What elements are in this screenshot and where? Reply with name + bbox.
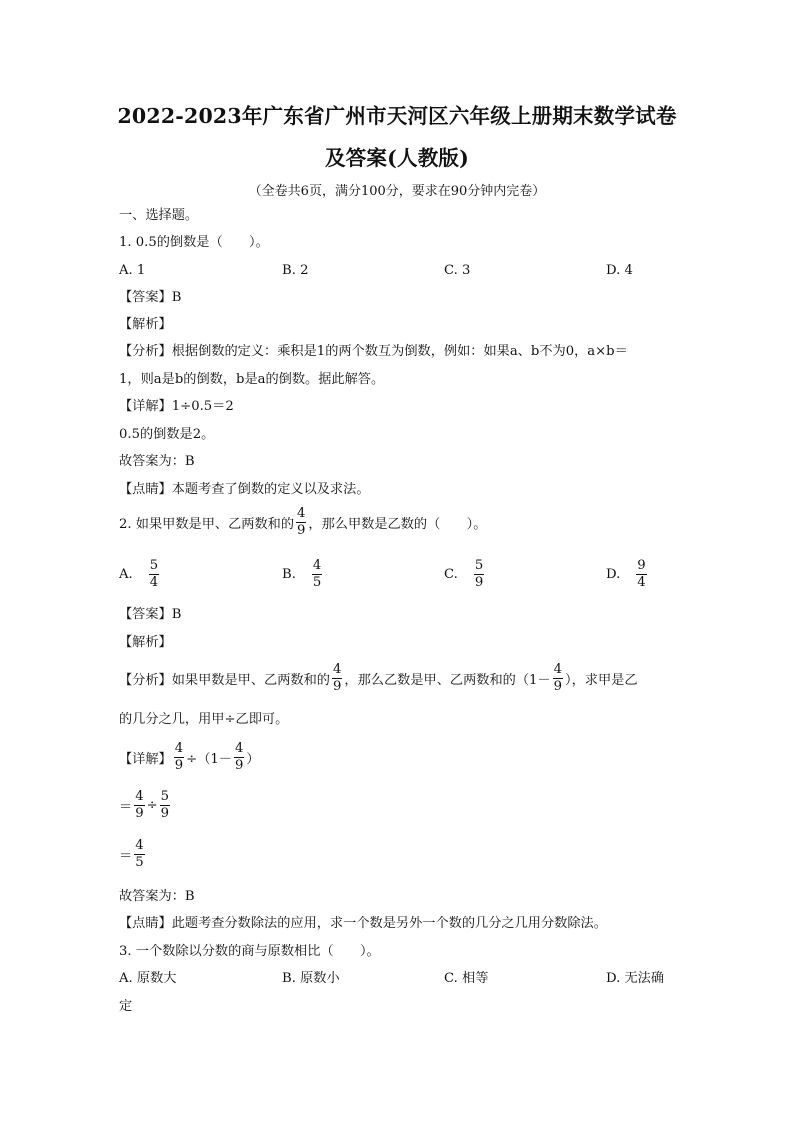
q2-detail-close: ） [246,752,260,767]
q2-analysis-text-c: ），求甲是乙 [564,673,638,688]
q1-analysis-line2: 1，则a是b的倒数，b是a的倒数。据此解答。 [119,372,385,387]
fraction-denominator: 9 [474,575,484,590]
fraction-numerator: 4 [553,662,562,677]
q1-analysis-heading: 【解析】 [119,317,172,332]
option-label: D. [606,567,621,582]
fraction-numerator: 4 [297,506,306,521]
q2-detail-line3 [119,838,147,871]
q2-comment: 【点睛】此题考查分数除法的应用，求一个数是另外一个数的几分之几用分数除法。 [119,916,607,931]
detail-fraction [160,789,170,822]
q2-analysis-line1 [119,662,638,695]
q2-detail-line2 [119,789,172,822]
divide-sign: ÷ [146,798,158,813]
detail-fraction [134,789,144,822]
fraction-denominator: 4 [637,575,646,590]
q3-option-d-wrap: 定 [119,999,133,1014]
fraction-numerator: 9 [637,558,646,573]
document-subtitle: （全卷共6页，满分100分，要求在90分钟内完卷） [248,184,546,199]
q1-option-c: C. 3 [444,263,471,278]
fraction-numerator: 4 [135,789,144,804]
document-title-line2: 及答案(人教版) [325,146,469,170]
fraction-numerator: 4 [312,558,322,573]
equals-sign: ＝ [119,849,133,864]
q2-analysis-text-b: ，那么乙数是甲、乙两数和的（1－ [344,673,551,688]
q3-option-d: D. 无法确 [606,971,665,986]
q2-final-answer: 故答案为：B [119,889,195,904]
option-label: C. [444,567,458,582]
fraction-numerator: 5 [474,558,484,573]
fraction-denominator: 9 [160,806,170,821]
q3-option-a: A. 原数大 [119,971,177,986]
fraction-denominator: 9 [174,758,184,773]
fraction-denominator: 9 [333,679,342,694]
q2-stem [119,506,486,539]
q1-comment: 【点睛】本题考查了倒数的定义以及求法。 [119,482,370,497]
option-fraction [312,558,322,591]
q1-detail-line2: 0.5的倒数是2。 [119,427,215,442]
fraction-numerator: 5 [149,558,159,573]
q1-detail: 【详解】1÷0.5＝2 [119,399,234,414]
analysis-fraction [553,662,563,695]
q3-option-c: C. 相等 [444,971,489,986]
document-title-line1: 2022-2023年广东省广州市天河区六年级上册期末数学试卷 [117,104,677,128]
fraction-numerator: 4 [174,741,184,756]
option-fraction [149,558,159,591]
q1-stem: 1. 0.5的倒数是（ ）。 [119,235,269,250]
option-label: B. [282,567,296,582]
q1-answer: 【答案】B [119,290,182,305]
q2-stem-text-b: ，那么甲数是乙数的（ ）。 [308,517,487,532]
q2-option-a [119,558,161,591]
q1-option-b: B. 2 [282,263,309,278]
fraction-denominator: 9 [553,679,562,694]
detail-fraction [174,741,184,774]
detail-fraction [234,741,244,774]
q2-answer: 【答案】B [119,607,182,622]
detail-fraction [134,838,144,871]
q1-analysis-line1: 【分析】根据倒数的定义：乘积是1的两个数互为倒数，例如：如果a、b不为0，a×b＝ [119,344,628,359]
fraction-denominator: 5 [312,575,322,590]
q2-detail-line1 [119,741,260,774]
fraction-numerator: 4 [234,741,244,756]
analysis-fraction [332,662,342,695]
q2-analysis-text-a: 【分析】如果甲数是甲、乙两数和的 [119,673,330,688]
q2-analysis-line2: 的几分之几，用甲÷乙即可。 [119,712,289,727]
q2-analysis-heading: 【解析】 [119,635,172,650]
q3-stem: 3. 一个数除以分数的商与原数相比（ ）。 [119,944,380,959]
fraction-denominator: 9 [234,758,244,773]
fraction-numerator: 4 [135,838,144,853]
fraction-denominator: 9 [135,806,144,821]
q1-final-answer: 故答案为：B [119,454,195,469]
q2-detail-heading: 【详解】 [119,752,172,767]
q3-option-b: B. 原数小 [282,971,340,986]
q2-stem-fraction [296,506,306,539]
q2-option-b [282,558,324,591]
q1-option-d: D. 4 [606,263,633,278]
fraction-numerator: 5 [160,789,170,804]
section-heading: 一、选择题。 [119,208,199,223]
fraction-denominator: 9 [297,523,306,538]
q2-option-c [444,558,486,591]
q2-stem-text-a: 2. 如果甲数是甲、乙两数和的 [119,517,295,532]
q1-option-a: A. 1 [119,263,146,278]
q2-option-d [606,558,649,591]
fraction-numerator: 4 [333,662,342,677]
q2-detail-div: ÷（1－ [186,752,232,767]
fraction-denominator: 5 [135,855,144,870]
fraction-denominator: 4 [149,575,159,590]
equals-sign: ＝ [119,800,133,815]
option-label: A. [119,567,133,582]
option-fraction [474,558,484,591]
option-fraction [636,558,646,591]
